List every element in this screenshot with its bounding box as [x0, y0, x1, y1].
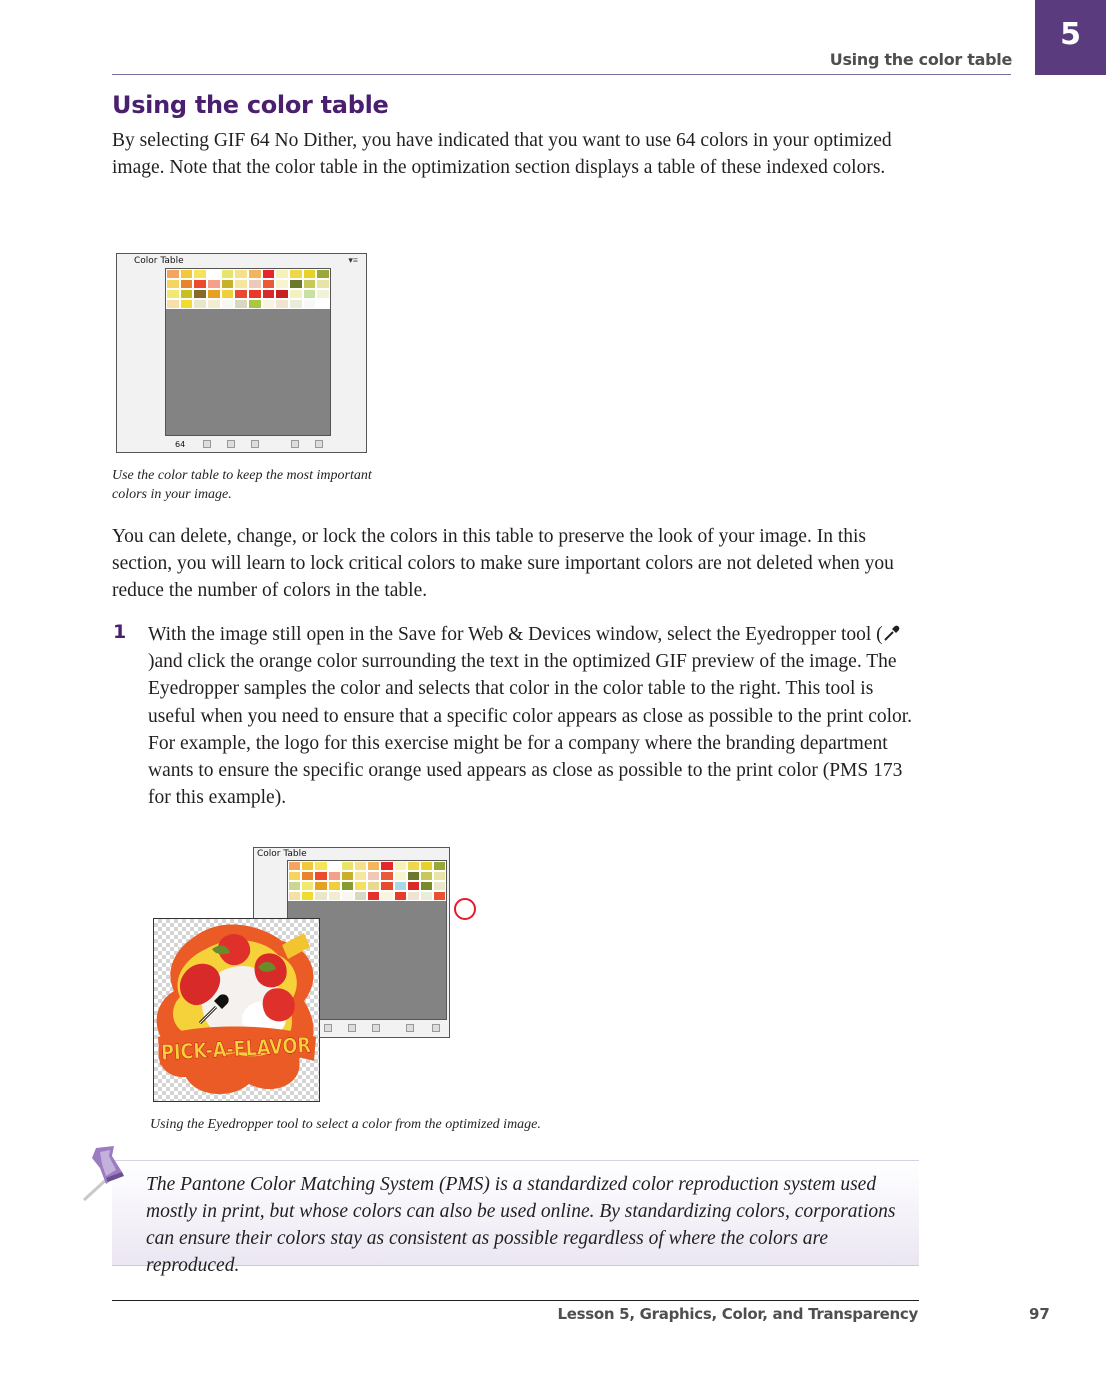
duplicate-icon-2[interactable] [406, 1024, 414, 1032]
table1-swatch-30[interactable] [248, 289, 262, 299]
swatch-cells-2 [288, 861, 446, 901]
table2-swatch-45[interactable] [407, 891, 420, 901]
footer-lesson-title: Lesson 5, Graphics, Color, and Transparency [557, 1305, 918, 1323]
table2-swatch-33[interactable] [407, 881, 420, 891]
table1-swatch-46[interactable] [303, 299, 317, 309]
table1-swatch-3[interactable] [207, 269, 221, 279]
selected-swatch-highlight [454, 898, 476, 920]
table2-swatch-7[interactable] [380, 861, 393, 871]
table2-swatch-22[interactable] [420, 871, 433, 881]
optimized-gif-preview[interactable] [153, 918, 341, 1102]
color-swatch-grid [165, 268, 331, 436]
logo-text: PICK-A-FLAVOR [160, 1031, 341, 1065]
color-table-panel [116, 253, 367, 453]
step-1-text [148, 621, 923, 811]
table2-swatch-42[interactable] [367, 891, 380, 901]
table1-swatch-20[interactable] [275, 279, 289, 289]
logo-artwork [154, 919, 341, 1101]
table1-swatch-37[interactable] [180, 299, 194, 309]
table2-swatch-17[interactable] [354, 871, 367, 881]
table2-swatch-10[interactable] [420, 861, 433, 871]
step-number: 1 [113, 621, 127, 643]
color-table-title: Color Table [134, 256, 184, 266]
table2-swatch-44[interactable] [394, 891, 407, 901]
lock-color-icon[interactable] [251, 440, 259, 448]
table2-swatch-23[interactable] [433, 871, 446, 881]
section-title: Using the color table [112, 91, 389, 119]
table2-swatch-37[interactable] [301, 891, 314, 901]
figure2-caption: Using the Eyedropper tool to select a color from the optimized image. [150, 1117, 541, 1132]
running-head: Using the color table [829, 50, 1012, 69]
table1-swatch-7[interactable] [262, 269, 276, 279]
table1-swatch-9[interactable] [289, 269, 303, 279]
step-1-text-a: With the image still open in the Save for Web & Devices window, select the Eyedropper tool ( [148, 624, 883, 645]
table2-swatch-12[interactable] [288, 871, 301, 881]
table1-swatch-47[interactable] [316, 299, 330, 309]
table1-swatch-40[interactable] [221, 299, 235, 309]
table2-swatch-6[interactable] [367, 861, 380, 871]
table1-swatch-32[interactable] [275, 289, 289, 299]
table2-swatch-19[interactable] [380, 871, 393, 881]
table2-swatch-30[interactable] [367, 881, 380, 891]
table1-swatch-28[interactable] [221, 289, 235, 299]
table1-swatch-42[interactable] [248, 299, 262, 309]
table1-swatch-15[interactable] [207, 279, 221, 289]
table2-swatch-26[interactable] [314, 881, 327, 891]
table2-swatch-21[interactable] [407, 871, 420, 881]
table1-swatch-2[interactable] [193, 269, 207, 279]
table2-swatch-39[interactable] [328, 891, 341, 901]
table1-swatch-0[interactable] [166, 269, 180, 279]
table1-swatch-45[interactable] [289, 299, 303, 309]
footer-rule [112, 1300, 919, 1301]
swatch-cells [166, 269, 330, 309]
table1-swatch-4[interactable] [221, 269, 235, 279]
table1-swatch-21[interactable] [289, 279, 303, 289]
color-count: 64 [175, 440, 186, 449]
table2-swatch-47[interactable] [433, 891, 446, 901]
web-snap-icon-2[interactable] [324, 1024, 332, 1032]
table2-swatch-20[interactable] [394, 871, 407, 881]
table2-swatch-13[interactable] [301, 871, 314, 881]
table1-swatch-29[interactable] [234, 289, 248, 299]
table1-swatch-5[interactable] [234, 269, 248, 279]
table1-swatch-25[interactable] [180, 289, 194, 299]
table1-swatch-24[interactable] [166, 289, 180, 299]
table1-swatch-13[interactable] [180, 279, 194, 289]
header-rule [112, 74, 1011, 75]
table2-swatch-34[interactable] [420, 881, 433, 891]
table2-swatch-9[interactable] [407, 861, 420, 871]
pushpin-icon [78, 1142, 140, 1204]
table1-swatch-27[interactable] [207, 289, 221, 299]
table1-swatch-26[interactable] [193, 289, 207, 299]
table1-swatch-22[interactable] [303, 279, 317, 289]
table2-swatch-28[interactable] [341, 881, 354, 891]
intro-paragraph: By selecting GIF 64 No Dither, you have indicated that you want to use 64 colors in your optimized image. Note that the color table in the optimization section displays a table of these indexed colors. [112, 130, 892, 179]
table1-swatch-1[interactable] [180, 269, 194, 279]
paragraph-2: You can delete, change, or lock the colors in this table to preserve the look of your image. In this section, you will learn to lock critical colors to make sure important colors are not deleted when you reduce the number of colors in the table. [112, 526, 894, 602]
new-color-icon[interactable] [291, 440, 299, 448]
table2-swatch-14[interactable] [314, 871, 327, 881]
table2-swatch-46[interactable] [420, 891, 433, 901]
trash-icon-2[interactable] [432, 1024, 440, 1032]
table1-swatch-18[interactable] [248, 279, 262, 289]
table1-swatch-16[interactable] [221, 279, 235, 289]
table2-swatch-11[interactable] [433, 861, 446, 871]
lock-color-icon-2[interactable] [348, 1024, 356, 1032]
table1-swatch-44[interactable] [275, 299, 289, 309]
table2-swatch-4[interactable] [341, 861, 354, 871]
table1-swatch-17[interactable] [234, 279, 248, 289]
step-1-text-b: )and click the orange color surrounding the text in the optimized GIF preview of the image. The Eyedropper samples the color and selects that color in the color table to the right. This tool is useful when you need to ensure that a specific color appears as close as possible to the print color. For example, the logo for this exercise might be for a company where the branding department wants to ensure the specific orange used appears as close as possible to the print color (PMS 173 for this example). [148, 651, 913, 809]
eyedropper-icon [883, 624, 901, 642]
table2-swatch-32[interactable] [394, 881, 407, 891]
table1-swatch-8[interactable] [275, 269, 289, 279]
table2-swatch-40[interactable] [341, 891, 354, 901]
table2-swatch-8[interactable] [394, 861, 407, 871]
panel-menu-icon[interactable]: ▾≡ [348, 255, 358, 265]
table1-swatch-43[interactable] [262, 299, 276, 309]
table1-swatch-12[interactable] [166, 279, 180, 289]
table1-swatch-39[interactable] [207, 299, 221, 309]
table1-swatch-11[interactable] [316, 269, 330, 279]
table2-swatch-0[interactable] [288, 861, 301, 871]
table2-swatch-27[interactable] [328, 881, 341, 891]
table2-swatch-36[interactable] [288, 891, 301, 901]
table1-swatch-23[interactable] [316, 279, 330, 289]
table1-swatch-41[interactable] [234, 299, 248, 309]
table1-swatch-36[interactable] [166, 299, 180, 309]
table1-swatch-31[interactable] [262, 289, 276, 299]
table2-swatch-16[interactable] [341, 871, 354, 881]
table1-swatch-38[interactable] [193, 299, 207, 309]
web-snap-icon[interactable] [227, 440, 235, 448]
chapter-tab: 5 [1035, 0, 1106, 75]
table2-swatch-35[interactable] [433, 881, 446, 891]
page-number: 97 [1029, 1305, 1050, 1323]
new-color-icon-2[interactable] [372, 1024, 380, 1032]
table1-swatch-33[interactable] [289, 289, 303, 299]
table1-swatch-10[interactable] [303, 269, 317, 279]
table2-swatch-29[interactable] [354, 881, 367, 891]
table2-swatch-5[interactable] [354, 861, 367, 871]
table1-swatch-19[interactable] [262, 279, 276, 289]
table2-swatch-43[interactable] [380, 891, 393, 901]
table1-swatch-6[interactable] [248, 269, 262, 279]
table2-swatch-31[interactable] [380, 881, 393, 891]
table2-swatch-41[interactable] [354, 891, 367, 901]
figure1-caption: Use the color table to keep the most important colors in your image. [112, 468, 372, 502]
table1-swatch-35[interactable] [316, 289, 330, 299]
color-table-title-2: Color Table [257, 849, 307, 859]
table1-swatch-14[interactable] [193, 279, 207, 289]
table1-swatch-34[interactable] [303, 289, 317, 299]
table2-swatch-1[interactable] [301, 861, 314, 871]
table2-swatch-38[interactable] [314, 891, 327, 901]
trash-icon[interactable] [315, 440, 323, 448]
note-text: The Pantone Color Matching System (PMS) is a standardized color reproduction system used mostly in print, but whose colors can also be used online. By standardizing colors, corporations can ensure their colors stay as consistent as possible regardless of where the colors are reproduced. [146, 1174, 896, 1276]
table2-swatch-18[interactable] [367, 871, 380, 881]
table2-swatch-15[interactable] [328, 871, 341, 881]
map-transparent-icon[interactable] [203, 440, 211, 448]
table2-swatch-24[interactable] [288, 881, 301, 891]
table2-swatch-25[interactable] [301, 881, 314, 891]
table2-swatch-2[interactable] [314, 861, 327, 871]
table2-swatch-3[interactable] [328, 861, 341, 871]
